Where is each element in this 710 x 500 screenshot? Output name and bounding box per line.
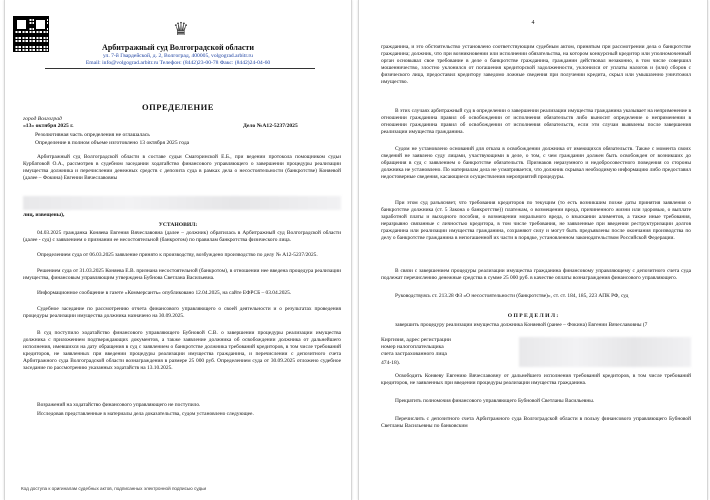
- ruling-line-5: 474-18).: [381, 360, 401, 366]
- ruling-release: Освободить Коняеву Евгению Вячеславовну от дальнейшего исполнения требований кредиторов, в том числе требований кредиторов, не заявленных при введении процедуры реализации имущества гражданина.: [381, 373, 691, 386]
- right-paragraph-2: В этих случаях арбитражный суд в определении о завершении реализации имущества гражданина указывает на неприменение в отношении гражданина правил об освобождении от исполнения обязательств либо выносит определение о неприменении в отношении гражданина правил об освобождении от исполнения обязательств, если эти случаи выявлены после завершения реализации имущества гражданина.: [381, 108, 691, 135]
- case-number: Дело №А12-5237/2025: [243, 123, 298, 129]
- document-page-4: [358, 0, 708, 500]
- ruling-line-4: счета застрахованного лица: [381, 351, 447, 357]
- intro-paragraph: Арбитражный суд Волгоградской области в составе судьи Смагоринской Е.Б., при ведении протокола помощником судьи Курбатовой О.А., рассмотрев в судебном заседании ходатайство финансового управляющего о завершении процедуры реализации имущества должника и перечислении денежных средств с депозита суда в рамках дела о несостоятельности (банкротстве) Коняевой (далее – Фокина) Евгении Вячеславовны: [23, 154, 341, 181]
- redacted-block: [23, 196, 341, 210]
- right-paragraph-6: Руководствуясь ст. 213.28 ФЗ «О несостоятельности (банкротстве)», ст. ст. 184, 185, 223 АПК РФ, суд: [395, 293, 629, 299]
- paragraph-3: Решением суда от 31.03.2025 Коняева Е.В. признана несостоятельной (банкротом), в отношении нее введена процедура реализации имущества, финансовым управляющим утверждена Бубнова Светлана Васильевна.: [23, 268, 341, 281]
- paragraph-1: 04.03.2025 гражданка Коняева Евгения Вячеславовна (далее – должник) обратилась в Арбитражный суд Волгоградской области (далее - суд) с заявлением о признании ее несостоятельной (банкротом) по правилам банкротства физического лица.: [23, 230, 341, 243]
- right-paragraph-1: гражданина, и это обстоятельство установлено соответствующим судебным актом, принятым при рассмотрении дела о банкротстве гражданина; должник, что при возникновении или исполнении обязательства, на котором конкурсный кредитор или уполномоченный орган основывал свое требование в деле о банкротстве гражданина, гражданин действовал незаконно, в том числе совершил мошенничество, злостно уклонился от погашения кредиторской задолженности, уклонился от уплаты налогов и (или) сборов с физического лица, предоставил кредитору заведомо ложные сведения при получении кредита, скрыл или умышленно уничтожил имущество.: [381, 44, 691, 85]
- ruling-line-2: Киргизия, адрес регистрации: [381, 337, 451, 343]
- note-full-text: Определение в полном объеме изготовлено 13 октября 2025 года: [35, 140, 190, 146]
- paragraph-8: Исследовав представленные в материалы дела доказательства, судом установлено следующее.: [37, 411, 254, 417]
- ruling-transfer: Перечислить с депозитного счета Арбитражного суда Волгоградской области в пользу финансового управляющего Бубновой Светланы Васильевны по банковским: [381, 416, 691, 429]
- right-paragraph-3: Судом не установлено оснований для отказа в освобождении должника от имеющихся обязательств. Также с момента своих сведений не заявлено суду лицами, участвующими в деле, о том, с чем гражданин должен быть освобожден от возникших до обращения в суд с заявлением о банкротстве обязательств. Признаков неразумного и недобросовестного поведения со стороны должника не установлено. По материалам дела не усматривается, что должник скрывал необходимую информацию либо предоставил недостоверные сведения, касающиеся осуществления мероприятий процедуры.: [381, 146, 691, 180]
- paragraph-2: Определением суда от 06.03.2025 заявление принято к производству, возбуждено производство по делу № А12-5237/2025.: [37, 252, 318, 258]
- page-number: 4: [531, 20, 535, 26]
- ruling-terminate: Прекратить полномочия финансового управляющего Бубновой Светланы Васильевны.: [395, 398, 595, 404]
- note-resolution: Резолютивная часть определения не оглашалась: [35, 132, 150, 138]
- header-divider: [45, 68, 315, 69]
- paragraph-4: Информационное сообщение в газете «Коммерсантъ» опубликовано 12.04.2025, на сайте ЕФРСБ – 03.04.2025.: [37, 290, 292, 296]
- ruling-line-3: номер налогоплательщика: [381, 344, 444, 350]
- right-paragraph-4: При этом суд разъясняет, что требования кредиторов по текущим (то есть возникшим позже даты принятия заявления о банкротстве должника (ст. 5 Закона о банкротстве)) платежам, о возмещении вреда, причиненного жизни или здоровью, о выплате заработной платы и выходного пособия, о возмещении морального вреда, о взыскании алиментов, а также иные требования, неразрывно связанные с личностью кредитора, в том числе требования, не заявленные при введении реструктуризации долгов гражданина или реализации имущества гражданина, сохраняют силу и могут быть предъявлены после окончания производства по делу о банкротстве гражданина в непогашенной их части в порядке, установленном законодательством Российской Федерации.: [381, 200, 691, 241]
- court-name: Арбитражный суд Волгоградской области: [102, 43, 254, 52]
- document-date: «13» октября 2025 г.: [23, 123, 74, 129]
- document-title: ОПРЕДЕЛЕНИЕ: [142, 102, 214, 112]
- access-code-footnote: Код доступа к оригиналам судебных актов, подписанных электронной подписью судьи: [21, 486, 207, 491]
- intro-end: лиц, извещены),: [23, 212, 65, 218]
- redacted-block: [519, 337, 691, 367]
- paragraph-6: В суд поступило ходатайство финансового управляющего Бубновой С.В. о завершении процедуры реализации имущества должника с приложением подтверждающих документов, а также заявление должника об освобождении должника от дальнейшего исполнения, имевшихся на дату обращения в суд с заявлением о банкротстве должника требований кредиторов, в том числе требований кредиторов, не заявленных при введении процедуры реализации имущества гражданина, и перечислении с депозитного счета Арбитражного суда Волгоградской области вознаграждения в размере 25 000 руб. Определением суда от 30.09.2025 отложено судебное заседание по рассмотрению указанных ходатайств на 13.10.2025.: [23, 330, 341, 371]
- paragraph-5: Судебное заседание по рассмотрению отчета финансового управляющего о своей деятельности и о результатах проведения процедуры реализации имущества должника назначено на 30.09.2025.: [23, 306, 341, 319]
- coat-of-arms-icon: ♛: [172, 19, 190, 39]
- ruling-heading: О П Р Е Д Е Л И Л :: [507, 313, 559, 319]
- right-paragraph-5: В связи с завершением процедуры реализации имущества гражданина финансовому управляющему с депозитного счета суда подлежат перечислению денежные средства в сумме 25 000 руб. в качестве оплаты вознаграждения финансового управляющего.: [381, 268, 691, 281]
- established-heading: УСТАНОВИЛ:: [158, 222, 198, 228]
- city: город Волгоград: [23, 116, 62, 122]
- paragraph-7: Возражений на ходатайство финансового управляющего не поступило.: [37, 402, 201, 408]
- court-address: ул. 7-й Гвардейской, д. 2, Волгоград, 400005, volgograd.arbitr.ru: [103, 53, 253, 59]
- ruling-line-1: завершить процедуру реализации имущества должника Коняевой (ранее – Фокина) Евгении Вячеславовны (7: [395, 322, 648, 328]
- document-page-1: [4, 0, 352, 500]
- court-contacts: Email: info@volgograd.arbitr.ru Телефон: (8442)23-00-78 Факс: (8442)24-04-60: [85, 60, 271, 66]
